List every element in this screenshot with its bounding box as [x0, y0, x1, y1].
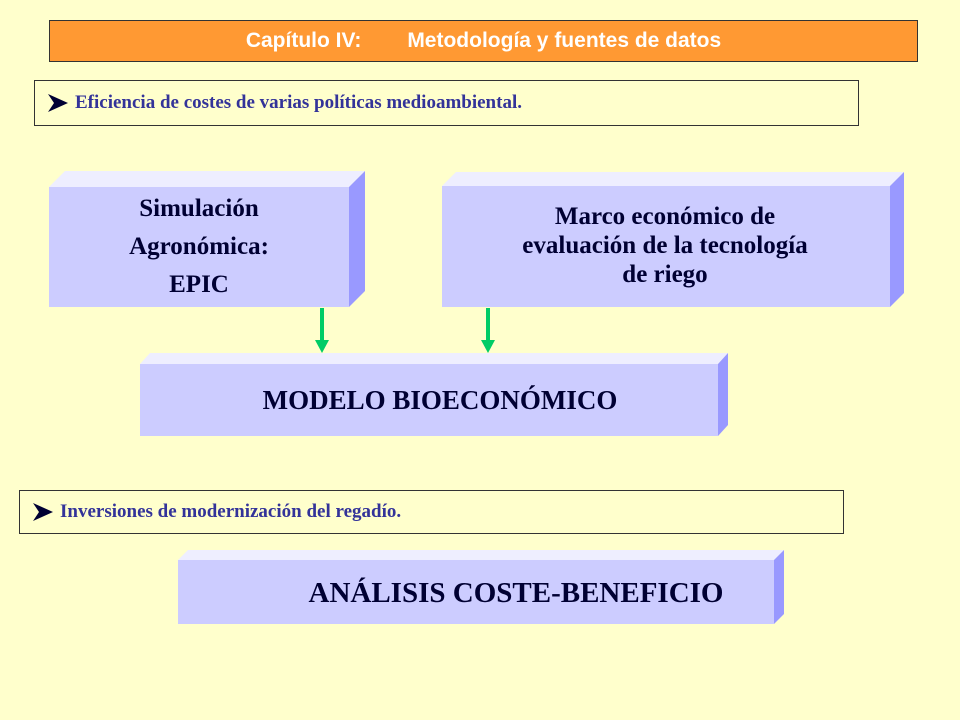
epic-line-1: Simulación [139, 195, 259, 222]
arrow-epic-to-modelo [315, 308, 329, 353]
chapter-subject: Metodología y fuentes de datos [407, 29, 722, 52]
epic-line-2: Agronómica: [129, 233, 269, 260]
marco-line-3: de riego [622, 260, 708, 288]
arrow-bullet-icon [32, 502, 54, 522]
chapter-label: Capítulo IV: [245, 29, 362, 52]
marco-line-2: evaluación de la tecnología [522, 231, 808, 259]
epic-line-3: EPIC [169, 271, 229, 298]
bullet-text-investment: Inversiones de modernización del regadío. [60, 501, 402, 522]
modelo-label: MODELO BIOECONÓMICO [262, 384, 618, 415]
marco-line-1: Marco económico de [554, 202, 776, 230]
block-epic-text [49, 187, 349, 307]
arrow-marco-to-modelo [481, 308, 495, 353]
bullet-box-investment [19, 490, 844, 534]
block-marco-text [455, 190, 875, 300]
block-modelo-text [140, 364, 720, 436]
block-acb-text [178, 562, 774, 624]
bullet-text-efficiency: Eficiencia de costes de varias políticas medioambiental. [75, 92, 522, 113]
acb-label: ANÁLISIS COSTE-BENEFICIO [308, 576, 724, 609]
